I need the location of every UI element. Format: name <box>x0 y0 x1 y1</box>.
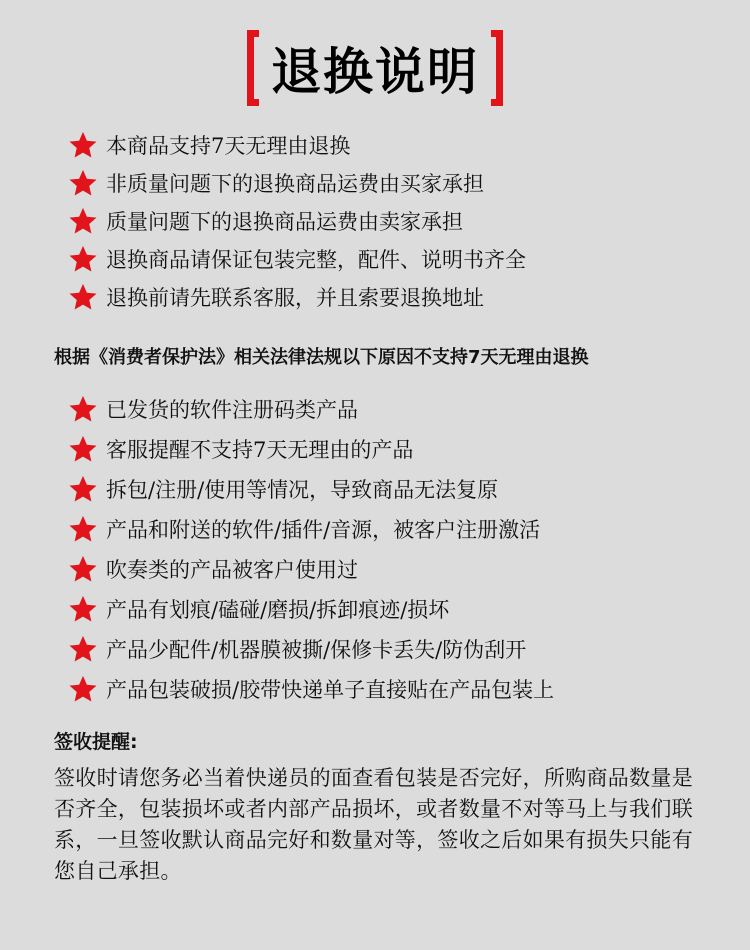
red-star-icon <box>68 634 98 664</box>
red-star-icon <box>68 244 98 274</box>
right-bracket-decoration <box>491 30 503 106</box>
left-bracket-decoration <box>247 30 259 106</box>
page-title: 退换说明 <box>271 43 479 101</box>
red-star-icon <box>68 130 98 160</box>
sign-reminder-body: 签收时请您务必当着快递员的面查看包装是否完好，所购商品数量是否齐全，包装损坏或者内部产品损坏，或者数量不对等马上与我们联系，一旦签收默认商品完好和数量对等，签收之后如果有损失只能有您自己承担。 <box>54 766 693 883</box>
list-item-text: 退换前请先联系客服，并且索要退换地址 <box>106 286 484 310</box>
list-item-text: 已发货的软件注册码类产品 <box>106 398 358 422</box>
list-item <box>68 549 554 589</box>
list-item-text: 吹奏类的产品被客户使用过 <box>106 558 358 582</box>
red-star-icon <box>68 474 98 504</box>
red-star-icon <box>68 394 98 424</box>
red-star-icon <box>68 674 98 704</box>
list-item-text: 产品少配件/机器膜被撕/保修卡丢失/防伪刮开 <box>106 638 527 662</box>
policy-list <box>68 126 526 316</box>
sign-reminder-heading: 签收提醒: <box>54 731 138 753</box>
red-star-icon <box>68 594 98 624</box>
list-item <box>68 202 526 240</box>
list-item-text: 非质量问题下的退换商品运费由买家承担 <box>106 172 484 196</box>
list-item <box>68 278 526 316</box>
red-star-icon <box>68 554 98 584</box>
list-item <box>68 589 554 629</box>
exclusions-heading: 根据《消费者保护法》相关法律法规以下原因不支持7天无理由退换 <box>54 347 589 368</box>
title-frame <box>247 30 503 106</box>
list-item-text: 客服提醒不支持7天无理由的产品 <box>106 438 414 462</box>
list-item-text: 产品有划痕/磕碰/磨损/拆卸痕迹/损坏 <box>106 598 450 622</box>
red-star-icon <box>68 514 98 544</box>
list-item <box>68 240 526 278</box>
list-item <box>68 429 554 469</box>
list-item <box>68 669 554 709</box>
list-item-text: 产品包装破损/胶带快递单子直接贴在产品包装上 <box>106 678 555 702</box>
list-item <box>68 164 526 202</box>
list-item <box>68 469 554 509</box>
list-item-text: 本商品支持7天无理由退换 <box>106 134 351 158</box>
title-banner <box>0 30 750 106</box>
red-star-icon <box>68 434 98 464</box>
red-star-icon <box>68 168 98 198</box>
list-item <box>68 126 526 164</box>
list-item-text: 拆包/注册/使用等情况，导致商品无法复原 <box>106 478 499 502</box>
list-item <box>68 509 554 549</box>
list-item <box>68 629 554 669</box>
list-item <box>68 389 554 429</box>
exclusion-list <box>68 389 554 709</box>
list-item-text: 退换商品请保证包装完整，配件、说明书齐全 <box>106 248 526 272</box>
list-item-text: 产品和附送的软件/插件/音源，被客户注册激活 <box>106 518 541 542</box>
red-star-icon <box>68 282 98 312</box>
list-item-text: 质量问题下的退换商品运费由卖家承担 <box>106 210 463 234</box>
red-star-icon <box>68 206 98 236</box>
